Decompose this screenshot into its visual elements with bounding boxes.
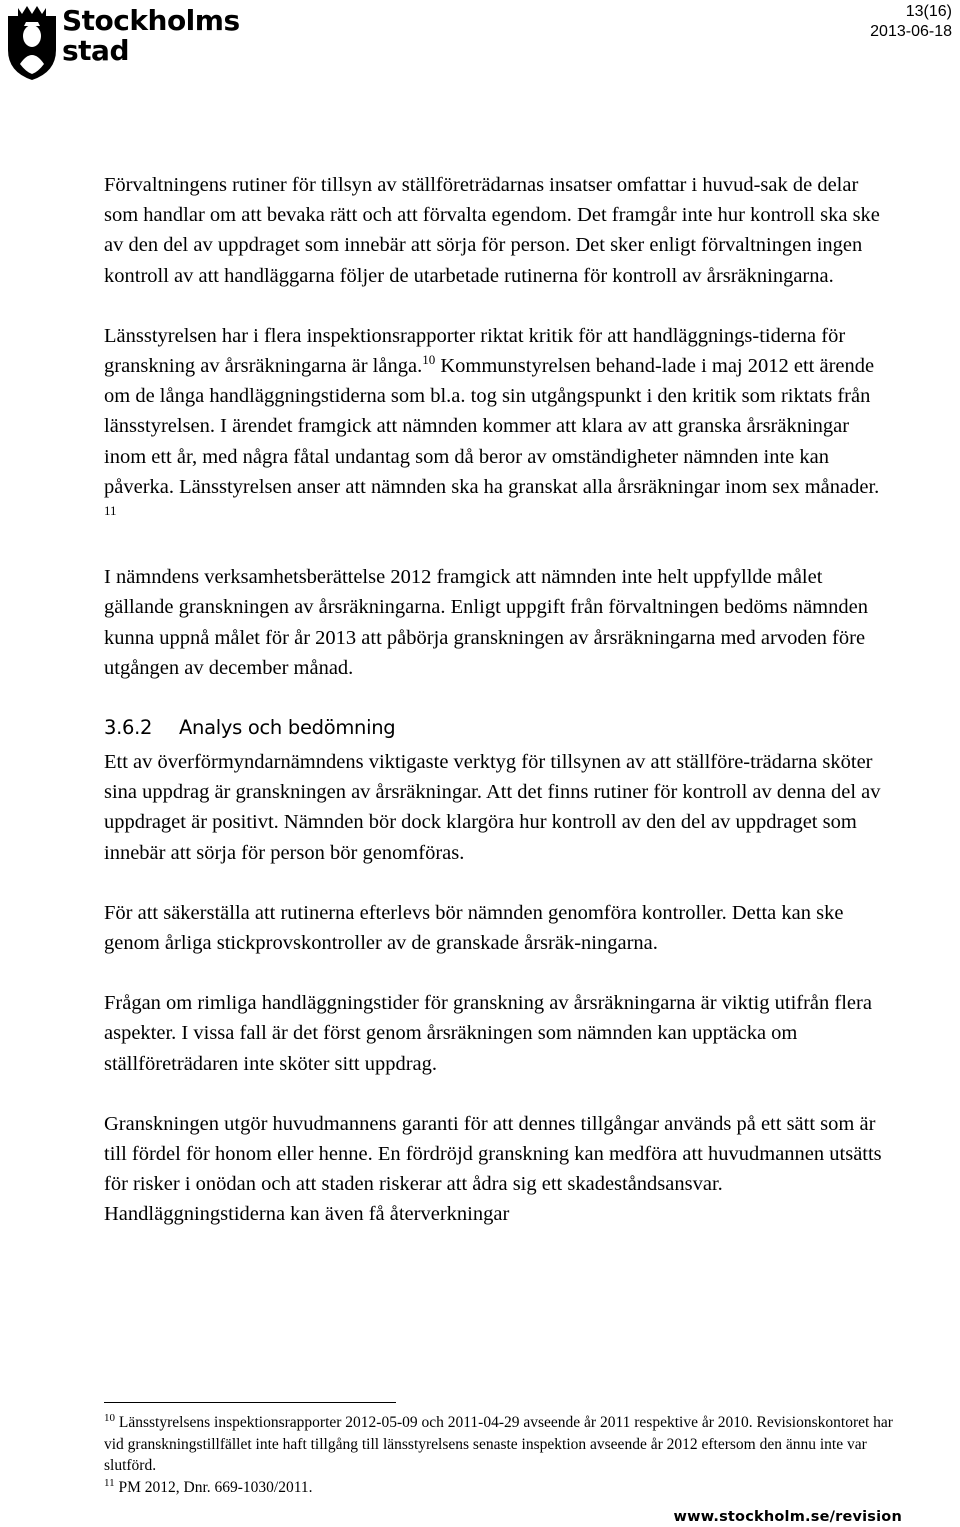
section-number: 3.6.2 xyxy=(104,716,153,740)
footnote-10 xyxy=(104,1412,904,1477)
paragraph-2-part-b: Kommunstyrelsen behand-lade i maj 2012 ett ärende om de långa handläggningstiderna som bl.a. tog sin utgångspunkt i den kritik som riktats från länsstyrelsen. I ärendet framgick att nämnden kommer att klara av att granska årsräkningar inom ett år, med några fåtal undantag som då beror av omständigheter nämnden inte kan påverka. Länsstyrelsen anser att nämnden ska ha granskat alla årsräkningar inom sex månader. xyxy=(104,355,880,498)
paragraph-2-part-a: Länsstyrelsen har i flera inspektionsrapporter riktat kritik för att handläggnings-tiderna för granskning av årsräkningarna är långa. xyxy=(104,324,846,378)
paragraph-4: Ett av överförmyndarnämndens viktigaste verktyg för tillsynen av att ställföre-trädarna sköter sina uppdrag är granskningen av årsräkningar. Att det finns rutiner för kontroll av denna del av uppdraget är positivt. Nämnden bör dock klargöra hur kontroll av den del av uppdraget som innebär att sörja för person bör genomföras. xyxy=(104,751,881,864)
footnote-ref-10: 10 xyxy=(422,352,436,368)
section-heading xyxy=(104,713,894,743)
logo-line-2: stad xyxy=(62,34,129,67)
page-meta xyxy=(870,2,952,42)
crest-icon xyxy=(4,2,60,82)
page-number: 13(16) xyxy=(905,3,952,20)
main-content xyxy=(104,170,894,1260)
logo-line-1: Stockholms xyxy=(62,4,240,37)
paragraph-6: Frågan om rimliga handläggningstider för granskning av årsräkningarna är viktig utifrån flera aspekter. I vissa fall är det först genom årsräkningen som nämnden kan upptäcka om ställföreträdaren inte sköter sitt uppdrag. xyxy=(104,992,872,1075)
document-date: 2013-06-18 xyxy=(870,23,952,40)
footnote-10-number: 10 xyxy=(104,1411,115,1424)
paragraph-2 xyxy=(104,321,894,532)
footer-url: www.stockholm.se/revision xyxy=(673,1509,902,1525)
footnote-10-text: Länsstyrelsens inspektionsrapporter 2012-05-09 och 2011-04-29 avseende år 2011 respektive år 2010. Revisionskontoret har vid granskningstillfället inte haft tillgång till länsstyrelsens senaste inspektion avseende år 2012 eftersom den ännu inte var slutförd. xyxy=(104,1414,893,1474)
footnote-11 xyxy=(104,1477,904,1499)
footnote-11-number: 11 xyxy=(104,1476,115,1489)
footnote-11-text: PM 2012, Dnr. 669-1030/2011. xyxy=(114,1478,313,1496)
section-title: Analys och bedömning xyxy=(179,716,396,740)
footnote-divider xyxy=(104,1402,396,1403)
footnote-ref-11: 11 xyxy=(104,503,117,519)
paragraph-3: I nämndens verksamhetsberättelse 2012 framgick att nämnden inte helt uppfyllde målet gällande granskningen av årsräkningarna. Enligt uppgift från förvaltningen bedöms nämnden kunna uppnå målet för år 2013 att påbörja granskningen av årsräkningarna med arvoden före utgången av december månad. xyxy=(104,566,868,679)
paragraph-7: Granskningen utgör huvudmannens garanti för att dennes tillgångar används på ett sätt som är till fördel för honom eller henne. En fördröjd granskning kan medföra att huvudmannen utsätts för risker i onödan och att staden riskerar att ådra sig ett skadeståndsansvar. Handläggningstiderna kan även få återverkningar xyxy=(104,1112,882,1226)
logo-wordmark xyxy=(62,6,240,66)
paragraph-5: För att säkerställa att rutinerna efterlevs bör nämnden genomföra kontroller. Detta kan ske genom årliga stickprovskontroller av de granskade årsräk-ningarna. xyxy=(104,901,844,955)
footnotes xyxy=(104,1412,904,1498)
stockholms-stad-logo xyxy=(0,0,240,84)
paragraph-1: Förvaltningens rutiner för tillsyn av ställföreträdarnas insatser omfattar i huvud-sak de delar som handlar om att bevaka rätt och att förvalta egendom. Det framgår inte hur kontroll ska ske av den del av uppdraget som innebär att sörja för person. Det sker enligt förvaltningen ingen kontroll av att handläggarna följer de utarbetade rutinerna för kontroll av årsräkningarna. xyxy=(104,174,880,287)
